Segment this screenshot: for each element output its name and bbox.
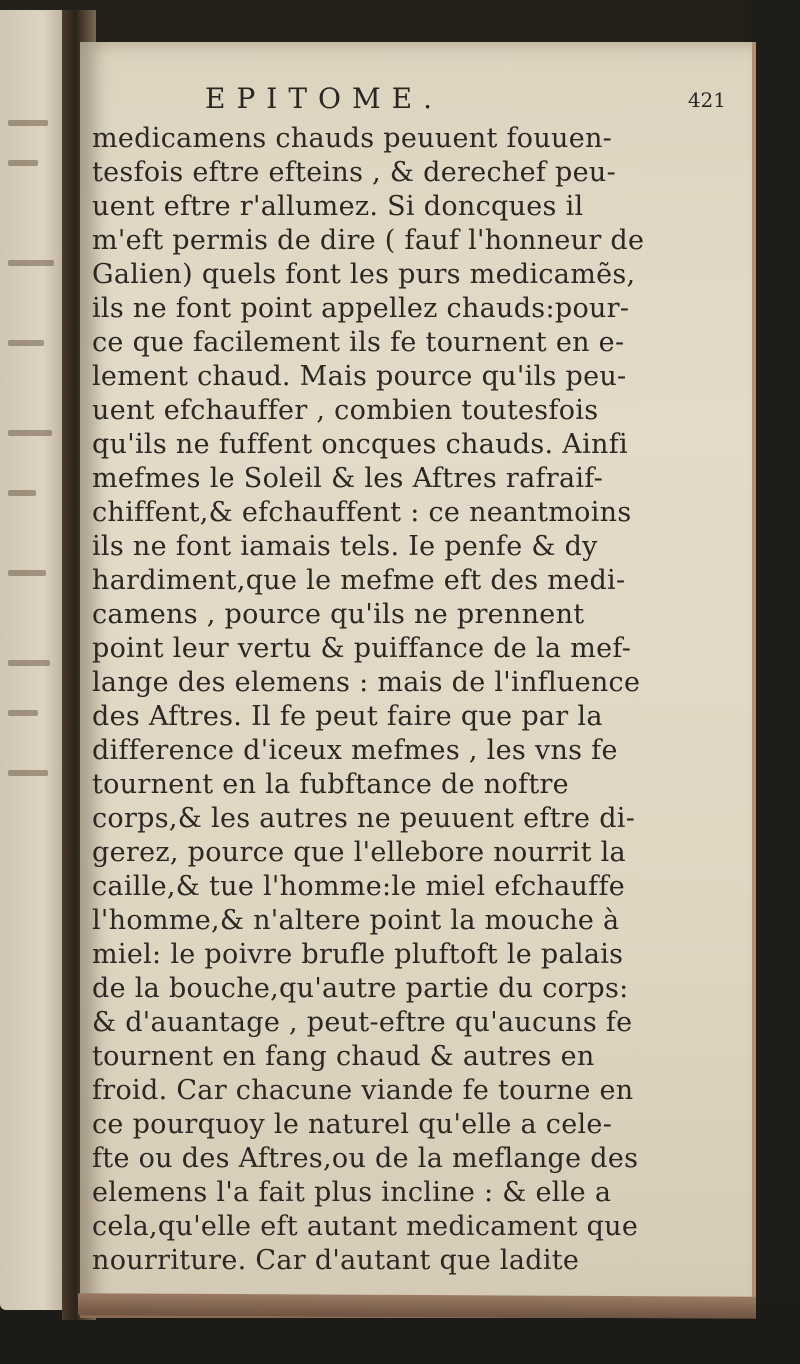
text-line: caille,& tue l'homme:le miel efchauffe — [92, 871, 626, 902]
text-line: point leur vertu & puiffance de la mef- — [92, 633, 632, 664]
text-line: uent efchauffer , combien toutesfois — [92, 395, 599, 426]
text-line: ils ne font iamais tels. Ie penfe & dy — [92, 531, 598, 562]
text-line: nourriture. Car d'autant que ladite — [92, 1245, 580, 1276]
text-line: camens , pource qu'ils ne prennent — [92, 599, 585, 630]
text-line: lange des elemens : mais de l'influence — [92, 667, 641, 698]
text-line: chiffent,& efchauffent : ce neantmoins — [92, 497, 632, 528]
text-line: ce que facilement ils fe tournent en e- — [92, 327, 625, 358]
text-line: l'homme,& n'altere point la mouche à — [92, 905, 620, 936]
text-line: elemens l'a fait plus incline : & elle a — [92, 1177, 612, 1208]
running-title: EPITOME. — [205, 82, 443, 115]
text-line: lement chaud. Mais pource qu'ils peu- — [92, 361, 627, 392]
text-line: medicamens chauds peuuent fouuen- — [92, 123, 613, 154]
text-line: ce pourquoy le naturel qu'elle a cele- — [92, 1109, 613, 1140]
text-line: qu'ils ne fuffent oncques chauds. Ainfi — [92, 429, 628, 460]
text-line: mefmes le Soleil & les Aftres rafraif- — [92, 463, 604, 494]
text-line: fte ou des Aftres,ou de la meflange des — [92, 1143, 639, 1174]
text-line: tesfois eftre efteins , & derechef peu- — [92, 157, 617, 188]
text-line: froid. Car chacune viande fe tourne en — [92, 1075, 634, 1106]
page-bottom-edge — [78, 1293, 756, 1319]
book-page — [80, 42, 756, 1318]
text-line: cela,qu'elle eft autant medicament que — [92, 1211, 639, 1242]
text-line: des Aftres. Il fe peut faire que par la — [92, 701, 603, 732]
text-line: difference d'iceux mefmes , les vns fe — [92, 735, 618, 766]
page-header — [80, 82, 752, 122]
text-line: uent eftre r'allumez. Si doncques il — [92, 191, 584, 222]
text-line: gerez, pource que l'ellebore nourrit la — [92, 837, 626, 868]
text-line: Galien) quels font les purs medicamẽs, — [92, 259, 636, 290]
text-line: hardiment,que le mefme eft des medi- — [92, 565, 626, 596]
text-line: m'eft permis de dire ( fauf l'honneur de — [92, 225, 645, 256]
text-line: & d'auantage , peut-eftre qu'aucuns fe — [92, 1007, 633, 1038]
text-line: corps,& les autres ne peuuent eftre di- — [92, 803, 636, 834]
text-line: miel: le poivre brufle pluftoft le palais — [92, 939, 624, 970]
text-line: ils ne font point appellez chauds:pour- — [92, 293, 630, 324]
text-line: tournent en la fubftance de noftre — [92, 769, 569, 800]
text-line: tournent en fang chaud & autres en — [92, 1041, 595, 1072]
text-line: de la bouche,qu'autre partie du corps: — [92, 973, 629, 1004]
page-number: 421 — [687, 88, 726, 112]
